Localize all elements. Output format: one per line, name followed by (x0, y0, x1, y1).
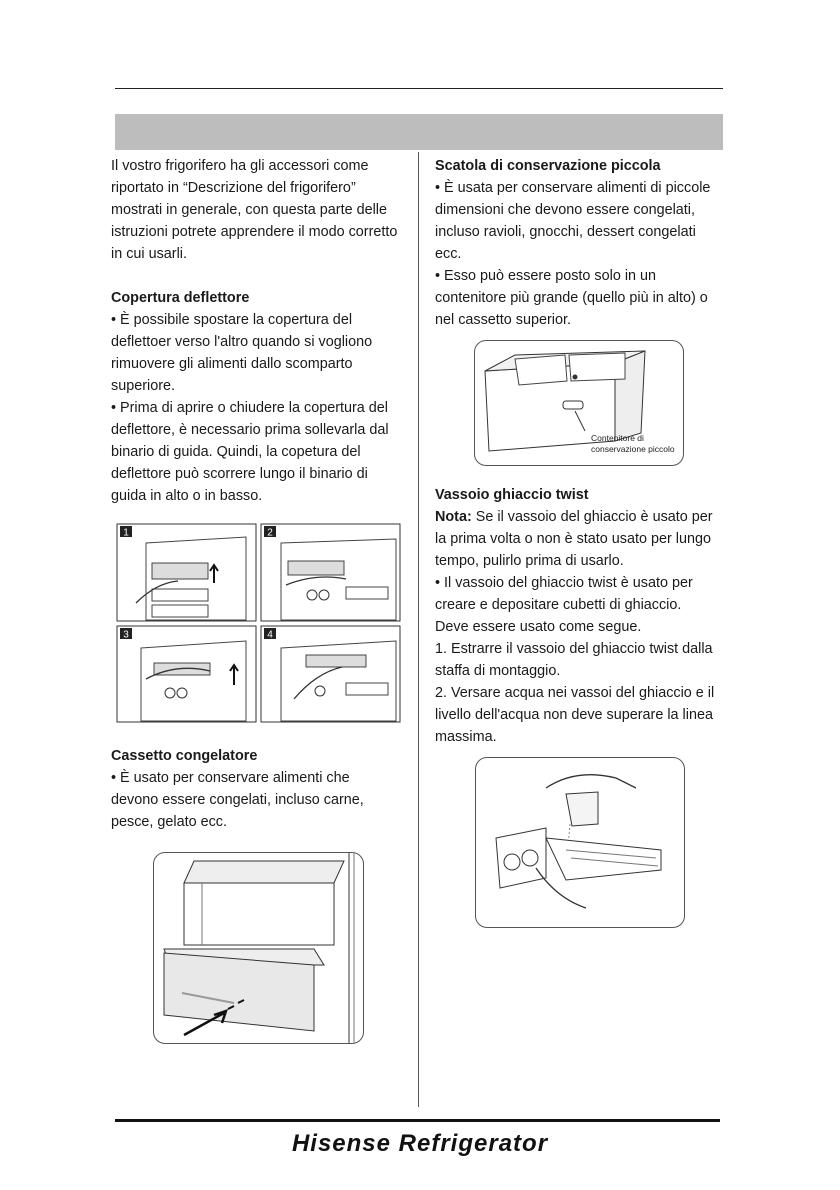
intro-line: mostrati in generale, con questa parte delle (111, 202, 387, 218)
freezer-drawer-line: pesce, gelato ecc. (111, 814, 227, 830)
right-column (435, 155, 725, 331)
ice-tray-line: massima. (435, 729, 497, 745)
intro-line: Il vostro frigorifero ha gli accessori come (111, 158, 369, 174)
ice-tray-section (435, 484, 735, 748)
small-box-line: • È usata per conservare alimenti di piccole (435, 180, 711, 196)
small-box-line: nel cassetto superior. (435, 312, 571, 328)
note-text: Se il vassoio del ghiaccio è usato per (471, 509, 713, 525)
intro-line: istruzioni potrete apprendere il modo corretto (111, 224, 398, 240)
ice-tray-illustration (476, 758, 684, 927)
small-box-line: ecc. (435, 246, 462, 262)
freezer-drawer-illustration (154, 853, 363, 1043)
small-box-line: incluso ravioli, gnocchi, dessert congelati (435, 224, 696, 240)
ice-tray-line: • Il vassoio del ghiaccio twist è usato per (435, 575, 693, 591)
deflector-line: rimuovere gli alimenti dallo scomparto (111, 356, 353, 372)
deflector-steps-illustration (116, 523, 402, 723)
deflector-line: deflettoer verso l'altro quando si vogliono (111, 334, 373, 350)
ice-tray-note (435, 506, 735, 528)
step-panel-4 (261, 626, 400, 722)
step-label-2: 2 (267, 527, 273, 539)
deflector-line: guida in alto o in basso. (111, 488, 263, 504)
column-divider (418, 152, 419, 1107)
step-label-1: 1 (123, 527, 129, 539)
deflector-heading: Copertura deflettore (111, 290, 250, 306)
top-rule (115, 88, 723, 89)
footer-brand: Hisense Refrigerator (291, 1130, 549, 1157)
note-label: Nota: (435, 509, 472, 525)
ice-tray-line: 1. Estrarre il vassoio del ghiaccio twist dalla (435, 641, 713, 657)
small-box-line: contenitore più grande (quello più in alto) o (435, 290, 708, 306)
section-header-band (115, 114, 723, 150)
small-box-figure (474, 340, 684, 466)
ice-tray-line: tempo, pulirlo prima di usarlo. (435, 553, 624, 569)
deflector-line: • Prima di aprire o chiudere la copertura del (111, 400, 388, 416)
ice-tray-heading: Vassoio ghiaccio twist (435, 487, 589, 503)
intro-line: riportato in “Descrizione del frigorifero” (111, 180, 356, 196)
ice-tray-line: livello dell'acqua non deve superare la linea (435, 707, 713, 723)
small-box-heading: Scatola di conservazione piccola (435, 158, 661, 174)
freezer-drawer-heading: Cassetto congelatore (111, 748, 258, 764)
small-box-line: dimensioni che devono essere congelati, (435, 202, 695, 218)
intro-line: in cui usarli. (111, 246, 187, 262)
ice-tray-line: Deve essere usato come segue. (435, 619, 642, 635)
ice-tray-line: la prima volta o non è stato usato per lungo (435, 531, 711, 547)
deflector-line: deflettore può scorrere lungo il binario di (111, 466, 368, 482)
step-label-4: 4 (267, 629, 273, 641)
small-box-callout-line1: Contenitore di (591, 433, 644, 443)
freezer-drawer-section (111, 745, 411, 833)
freezer-drawer-line: • È usato per conservare alimenti che (111, 770, 350, 786)
ice-tray-line: staffa di montaggio. (435, 663, 561, 679)
small-box-illustration (475, 341, 683, 465)
ice-tray-line: creare e depositare cubetti di ghiaccio. (435, 597, 682, 613)
deflector-line: deflettore, è necessario prima sollevarla dal (111, 422, 389, 438)
freezer-drawer-line: devono essere congelati, incluso carne, (111, 792, 364, 808)
deflector-line: binario di guida. Quindi, la copetura del (111, 444, 361, 460)
small-box-callout-line2: conservazione piccolo (591, 444, 675, 454)
step-label-3: 3 (123, 629, 129, 641)
small-box-line: • Esso può essere posto solo in un (435, 268, 657, 284)
freezer-drawer-figure (153, 852, 364, 1044)
step-panel-1 (117, 524, 256, 621)
step-panel-2 (261, 524, 400, 621)
footer-rule (115, 1119, 720, 1122)
step-panel-3 (117, 626, 256, 722)
ice-tray-figure (475, 757, 685, 928)
deflector-steps-figure (116, 523, 402, 723)
left-column (111, 155, 411, 507)
deflector-line: • È possibile spostare la copertura del (111, 312, 353, 328)
deflector-line: superiore. (111, 378, 175, 394)
ice-tray-line: 2. Versare acqua nei vassoi del ghiaccio e il (435, 685, 715, 701)
